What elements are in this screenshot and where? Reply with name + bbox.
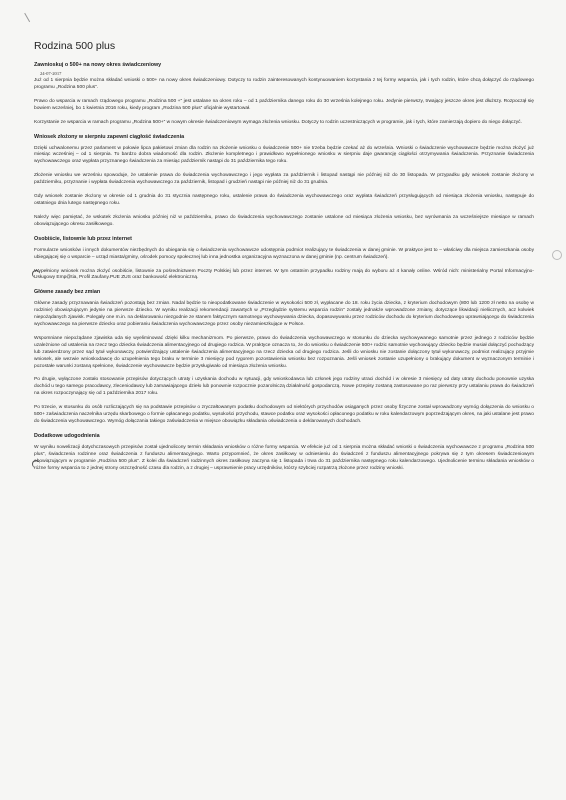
paragraph: Już od 1 sierpnia będzie można składać wnioski o 500+ na nowy okres świadczeniowy. Dotyczy to rodzin zainteresowanych kontynuowaniem korzystania z tej formy wsparcia, jak i tych rodzin, które chcą dołączyć do rządowego programu „Rodzina 500 plus”. bbox=[34, 78, 534, 90]
intro-heading: Zawnioskuj o 500+ na nowy okres świadczeniowy bbox=[34, 62, 162, 68]
paragraph: Złożenie wniosku we wrześniu spowoduje, że ustalenie prawa do świadczenia wychowawczego i jego wypłata za październik i listopad nastąpi nie później niż do 30 listopada. W przypadku gdy wniosek zostanie złożony w październiku, przyznanie i wypłata świadczenia wychowawczego za październik, listopad i grudzień nastąpi nie później niż do 31 grudnia. bbox=[34, 173, 534, 186]
article bbox=[34, 40, 534, 480]
paragraph: Prawo do wsparcia w ramach rządowego programu „Rodzina 500 +” jest ustalane na okres roku – od 1 października danego roku do 30 września kolejnego roku. Jedynie pierwszy, trwający jeszcze okres jest dłuższy. Rozpoczął się bowiem wcześniej, bo 1 kwietnia 2016 roku, kiedy program „Rodzina 500 plus” oficjalnie wystartował. bbox=[34, 98, 534, 111]
paragraph: Po trzecie, w stosunku do osób rozliczających się na podstawie przepisów o zryczałtowanym podatku dochodowym od niektórych przychodów osiąganych przez osoby fizyczne został wprowadzony wymóg dołączenia do wniosku o 500+ zaświadczenia naczelnika urzędu skarbowego o formie opłacanego podatku, wysokości przychodu, stawce podatku oraz wysokości opłaconego podatku w roku kalendarzowym poprzedzającym okres, na jaki ustalane jest prawo do świadczenia wychowawczego. Wymóg dołączania takiego zaświadczenia w miejsce obowiązku składania oświadczenia o deklarowanych dochodach. bbox=[34, 405, 534, 424]
publish-date: 24-07-2017 bbox=[40, 71, 62, 76]
punch-hole-mark bbox=[32, 270, 40, 278]
paragraph: Wypełniony wniosek można złożyć osobiście, listownie za pośrednictwem Poczty Polskiej lub przez internet. W tym ostatnim przypadku rodziny mają do wyboru aż 4 kanały online. Wśród nich: ministerialny Portal Informacyjno-Usługowy Emp@tia, Profil Zaufany.PUE ZUS oraz bankowość elektroniczną. bbox=[34, 268, 534, 281]
paragraph: Gdy wniosek zostanie złożony w okresie od 1 grudnia do 31 stycznia następnego roku, ustalenie prawa do świadczenia wychowawczego oraz wypłata świadczeń przysługujących od miesiąca złożenia wniosku, następuje do ostatniego dnia lutego następnego roku. bbox=[34, 194, 534, 206]
section-heading: Główne zasady bez zmian bbox=[34, 289, 101, 296]
scan-mark bbox=[552, 250, 562, 260]
paragraph: W wyniku nowelizacji dotychczasowych przepisów został ujednolicony termin składania wniosków o różne formy wsparcia. W efekcie już od 1 sierpnia można składać wnioski o świadczenia wychowawcze z programu „Rodzina 500 plus”, świadczenia rodzinne oraz świadczenia z funduszu alimentacyjnego. Warto przypomnieć, że okres zasiłkowy w odniesieniu do świadczeń z funduszu alimentacyjnego pokrywa się z tym okresem świadczeniowym obowiązującym w programie „Rodzina 500 plus”. Z kolei dla świadczeń rodzinnych okres zasiłkowy zaczyna się 1 listopada i trwa do 31 października następnego roku kalendarzowego. Ujednolicenie terminu składania wniosków o różne formy wsparcia to z jednej strony oszczędność czasu dla rodzin, a z drugiej – usprawnienie pracy urzędników, którzy szybciej rozpatrzą złożone przez rodziny wnioski. bbox=[34, 444, 534, 471]
paragraph: Formularze wniosków i innych dokumentów niezbędnych do ubiegania się o świadczenia wychowawcze udostępnia podmiot realizujący te świadczenia w danej gminie. W praktyce jest to – właściwy dla miejsca zamieszkania osoby ubiegającej się o wsparcie – urząd miasta/gminy, ośrodek pomocy społecznej lub inna jednostka organizacyjna wyznaczona w danej gminie (np. centrum świadczeń). bbox=[34, 247, 534, 260]
paragraph: Po drugie, wyłączone zostało stosowanie przepisów dotyczących utraty i uzyskania dochodu w sytuacji, gdy wnioskodawca lub członek jego rodziny utraci dochód i w okresie 3 miesięcy od daty utraty dochodu ponownie uzyska dochód u tego samego pracodawcy, zleceniodawcy lub zamawiającego dzieło lub ponownie rozpocznie pozarolniczą działalność gospodarczą. Nowe przepisy zostaną zastosowane po raz pierwszy przy ustalaniu prawa do świadczeń na okres rozpoczynający się od 1 października 2017 roku. bbox=[34, 377, 534, 397]
section-heading: Dodatkowe udogodnienia bbox=[34, 432, 100, 439]
paragraph: Dzięki uchwalonemu przez parlament w połowie lipca pakietowi zmian dla rodzin na złożenie wniosku o świadczenie 500+ nie trzeba będzie czekać aż do września. Wnioski o świadczenie wychowawcze będzie można złożyć już miesiąc wcześniej – od 1 sierpnia. To bardzo dobra wiadomość dla rodzin. Złożenie kompletnego i prawidłowo wypełnionego wniosku w sierpniu daje gwarancję ciągłości otrzymywania świadczenia. Przyznanie świadczenia wychowawczego oraz wypłata przyznanego świadczenia za miesiąc październik nastąpi do 31 października tego roku. bbox=[34, 145, 534, 165]
page-title: Rodzina 500 plus bbox=[34, 40, 116, 52]
paragraph: Korzystanie ze wsparcia w ramach programu „Rodzina 500+” w nowym okresie świadczeniowym wymaga złożenia wniosku. Dotyczy to rodzin uczestniczących w programie, jak i tych, które zamierzają dopiero do niego dołączyć. bbox=[34, 119, 522, 125]
paragraph: Główne zasady przyznawania świadczeń pozostają bez zmian. Nadal będzie to nieopodatkowane świadczenie w wysokości 500 zł, wypłacane do 18. roku życia dziecka, z kryterium dochodowym (800 lub 1200 zł netto na osobę w rodzinie) obowiązującym jedynie na pierwsze dziecko. W wyniku realizacji rekomendacji zawartych w „Przeglądzie systemu wsparcia rodzin” zostały jednakże wprowadzone zmiany, dotyczące likwidacji nieliicznych, acz kolwiek niepożądanych zjawisk. Polegały one m.in. na deklarowaniu niezgodnie ze stanem faktycznym samotnego wychowywania dziecka, dopasowywaniu przez rodziców dochodu do kryterium dochodowego uprawniającego do świadczenia wychowawczego na pierwsze dziecko oraz pobieraniu świadczenia wychowawczego przez osoby niezamieszkujące w Polsce. bbox=[34, 301, 534, 328]
paragraph: Należy więc pamiętać, że wskutek złożenia wniosku później niż w październiku, prawo do świadczenia wychowawczego zostanie ustalone od miesiąca złożenia wniosku, bez wyrównania za wcześniejsze miesiące w ramach obowiązującego okresu zasiłkowego. bbox=[34, 214, 534, 227]
paragraph: Wspomniane niepożądane zjawiska uda się wyeliminować dzięki kilku mechanizmom. Po pierwsze, prawo do świadczenia wychowawczego w stosunku do dziecka wychowywanego samotnie przez jednego z rodziców będzie uzależnione od ustalenia na rzecz tego dziecka świadczenia alimentacyjnego od drugiego rodzica. W praktyce oznacza to, że do wniosku o świadczenie 500+ rodzic samotnie wychowujący dziecko będzie musiał dołączyć pochodzący lub zatwierdzony przez sąd tytuł wykonawczy, potwierdzający ustalenie świadczenia alimentacyjnego na rzecz dziecka od drugiego rodzica. Jeśli do wniosku nie zostanie dołączony tytuł wykonawczy, podmiot realizujący przyjmie wniosek, ale wezwie wnioskodawcę do uzupełnienia tego braku w terminie 3 miesięcy pod rygorem pozostawienia wniosku bez rozpoznania. Jeśli wniosek zostanie uzupełniony o brakujący dokument w wyznaczonym terminie i pozostałe warunki zostaną spełnione, świadczenie wychowawcze będzie przysługiwało od miesiąca złożenia wniosku. bbox=[34, 335, 534, 369]
scan-mark bbox=[24, 8, 39, 22]
punch-hole-mark bbox=[32, 460, 40, 468]
section-heading: Wniosek złożony w sierpniu zapewni ciągłość świadczenia bbox=[34, 133, 185, 140]
section-heading: Osobiście, listownie lub przez internet bbox=[34, 235, 132, 242]
